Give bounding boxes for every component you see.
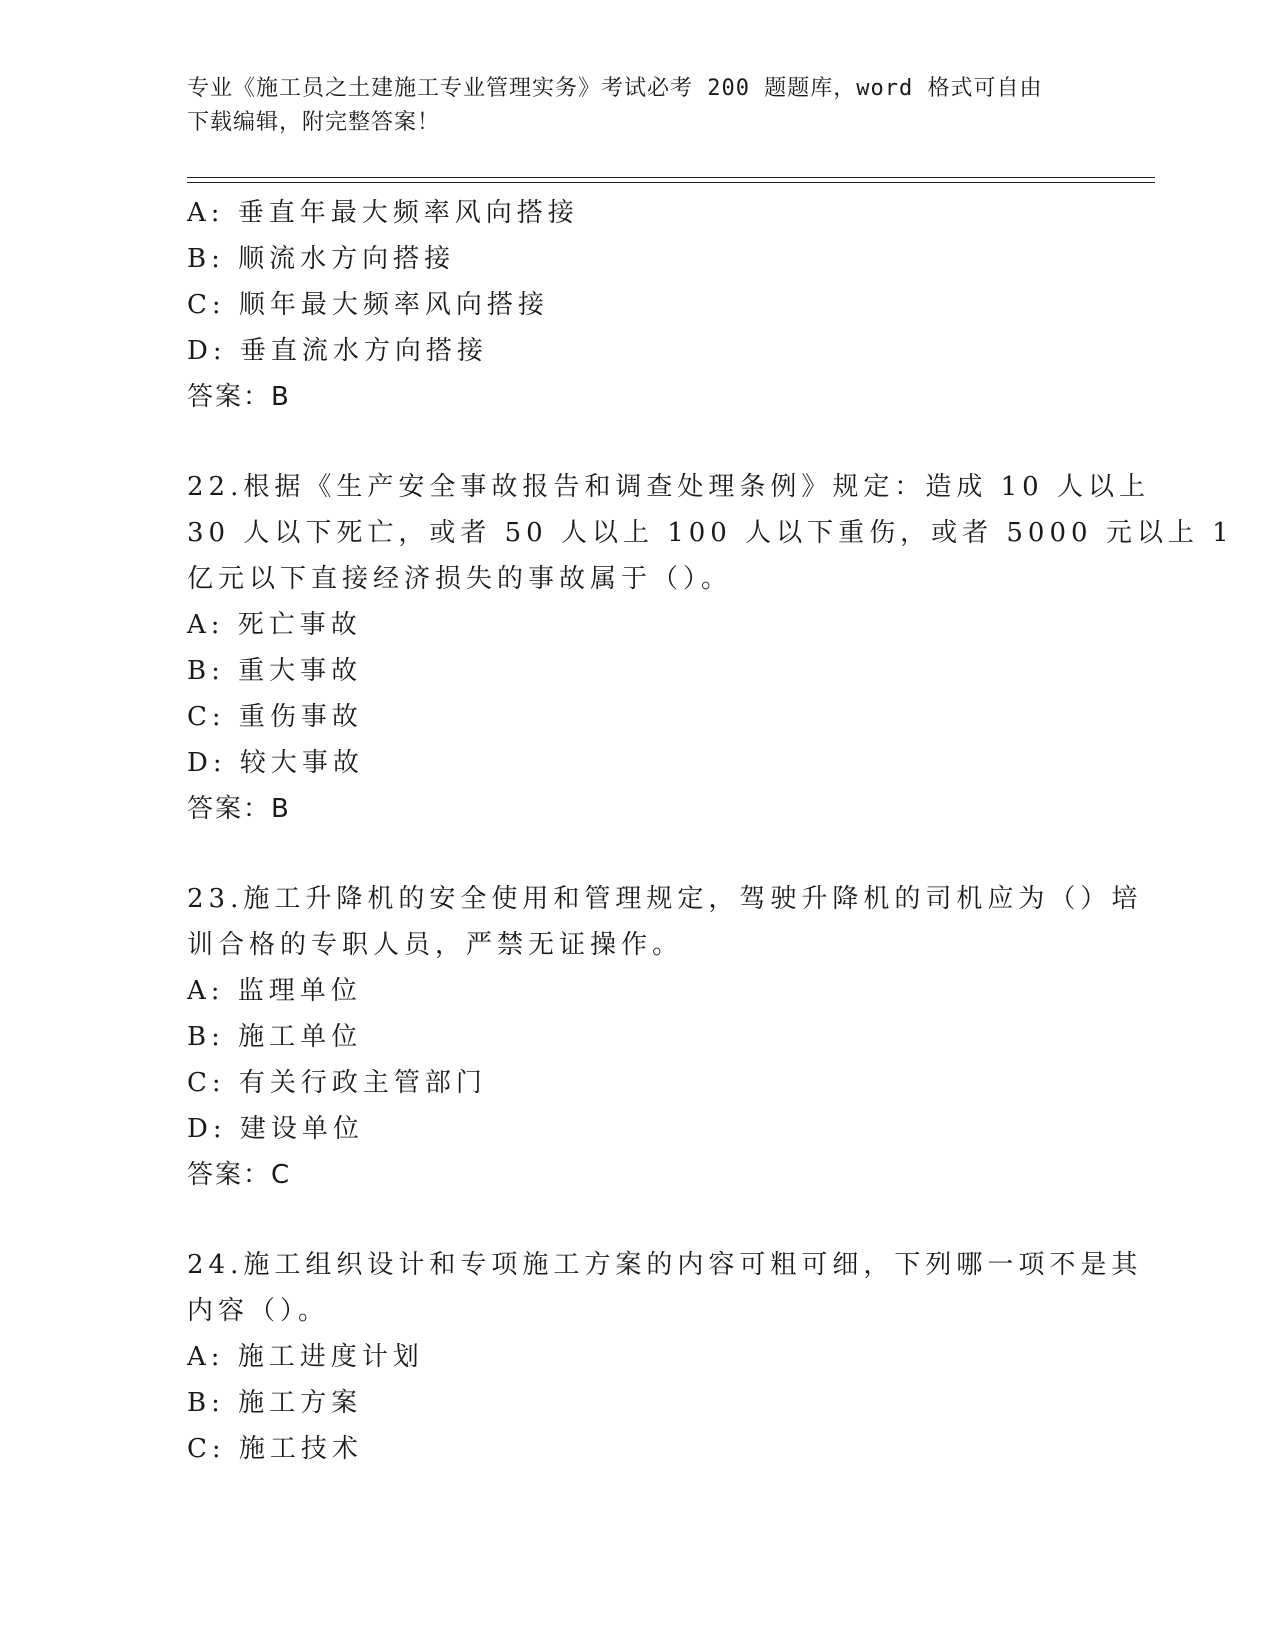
question-spacer xyxy=(187,832,1087,876)
option-c: C: 顺年最大频率风向搭接 xyxy=(187,290,549,320)
option-b: B: 施工方案 xyxy=(187,1388,363,1418)
question-block-22 xyxy=(187,464,1234,832)
option-a: A: 监理单位 xyxy=(187,976,362,1006)
question-spacer xyxy=(187,420,1087,464)
option-b: B: 重大事故 xyxy=(187,656,363,686)
option-c: C: 施工技术 xyxy=(187,1434,363,1464)
question-text-line: 训合格的专职人员，严禁无证操作。 xyxy=(187,930,684,960)
option-d: D: 垂直流水方向搭接 xyxy=(187,336,488,366)
header-line-1: 专业《施工员之土建施工专业管理实务》考试必考 200 题题库，word 格式可自由 xyxy=(187,76,1043,101)
question-text-line: 22.根据《生产安全事故报告和调查处理条例》规定：造成 10 人以上 xyxy=(187,472,1150,502)
header-divider-top xyxy=(187,177,1155,178)
option-d: D: 较大事故 xyxy=(187,748,364,778)
question-block-continued xyxy=(187,190,1087,420)
question-text-line: 23.施工升降机的安全使用和管理规定，驾驶升降机的司机应为（）培 xyxy=(187,884,1143,914)
question-text-line: 24.施工组织设计和专项施工方案的内容可粗可细，下列哪一项不是其 xyxy=(187,1250,1143,1280)
header-line-2: 下载编辑，附完整答案！ xyxy=(187,110,441,135)
option-b: B: 施工单位 xyxy=(187,1022,363,1052)
option-c: C: 重伤事故 xyxy=(187,702,363,732)
question-text-line: 30 人以下死亡，或者 50 人以上 100 人以下重伤，或者 5000 元以上 1 xyxy=(187,518,1234,548)
question-spacer xyxy=(187,1198,1087,1242)
option-b: B: 顺流水方向搭接 xyxy=(187,244,456,274)
option-a: A: 死亡事故 xyxy=(187,610,362,640)
question-block-23 xyxy=(187,876,1143,1198)
header-divider-bottom xyxy=(187,182,1155,183)
question-list xyxy=(187,190,1234,1472)
answer-line: 答案：B xyxy=(187,794,291,824)
question-block-24 xyxy=(187,1242,1143,1472)
question-text-line: 内容（）。 xyxy=(187,1296,330,1326)
question-text-line: 亿元以下直接经济损失的事故属于（）。 xyxy=(187,564,733,594)
option-a: A: 垂直年最大频率风向搭接 xyxy=(187,198,579,228)
answer-line: 答案：C xyxy=(187,1160,292,1190)
answer-line: 答案：B xyxy=(187,382,291,412)
option-d: D: 建设单位 xyxy=(187,1114,364,1144)
option-c: C: 有关行政主管部门 xyxy=(187,1068,487,1098)
option-a: A: 施工进度计划 xyxy=(187,1342,424,1372)
document-header xyxy=(187,72,1087,140)
